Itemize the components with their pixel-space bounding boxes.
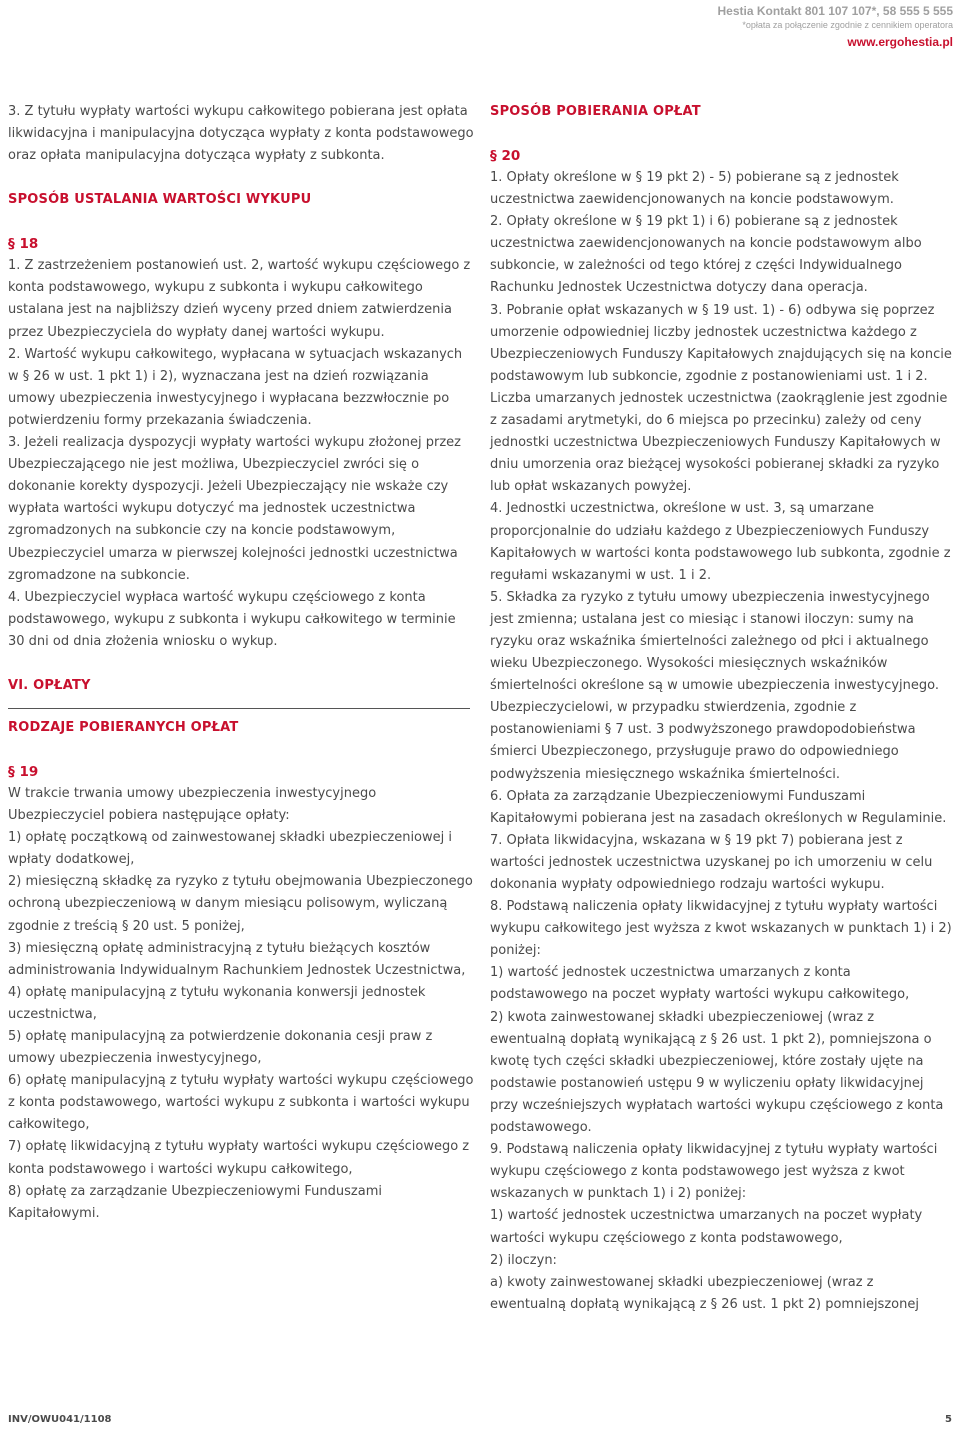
section-number: § 20 (490, 148, 521, 164)
section-number: § 19 (8, 763, 39, 780)
section-heading: SPOSÓB POBIERANIA OPŁAT (490, 104, 701, 119)
contact-note: *opłata za połączenie zgodnie z cennikiem operatora (742, 20, 953, 30)
list-item: 1) opłatę początkową od zainwestowanej składki ubezpieczeniowej i wpłaty dodatkowej, (8, 830, 452, 868)
paragraph: 2. Wartość wykupu całkowitego, wypłacana w sytuacjach wskazanych w § 26 w ust. 1 pkt 1) i 2), wyznaczana jest na dzień rozwiązania umowy ubezpieczenia inwestycyjnego i wypłacana bezzwłocznie po potwierdzeniu formy przekazania świadczenia. (8, 346, 463, 428)
section-heading: SPOSÓB USTALANIA WARTOŚCI WYKUPU (8, 192, 312, 208)
paragraph: 4. Ubezpieczyciel wypłaca wartość wykupu częściowego z konta podstawowego, wykupu z subkonta i wykupu całkowitego w terminie 30 dni od dnia złożenia wniosku o wykup. (8, 589, 456, 649)
document-code: INV/OWU041/1108 (8, 1414, 112, 1425)
list-item: 2) kwota zainwestowanej składki ubezpieczeniowej (wraz z ewentualną dopłatą wynikającą z § 26 ust. 1 pkt 2), pomniejszona o kwotę tych części składki ubezpieczeniowej, które zostały ujęte na podstawie postanowień ustępu 9 w wyliczeniu opłaty likwidacyjnej przy wcześniejszych wypłatach wartości wykupu częściowego z konta podstawowego. (490, 1009, 944, 1136)
list-item: 5) opłatę manipulacyjną za potwierdzenie dokonania cesji praw z umowy ubezpieczenia inwestycyjnego, (8, 1029, 433, 1067)
paragraph: 6. Opłata za zarządzanie Ubezpieczeniowymi Funduszami Kapitałowymi pobierana jest na zasadach określonych w Regulaminie. (490, 788, 947, 826)
section-number: § 18 (8, 236, 39, 253)
section-heading: RODZAJE POBIERANYCH OPŁAT (8, 719, 239, 735)
chapter-heading: VI. OPŁATY (8, 677, 91, 693)
list-item: 6) opłatę manipulacyjną z tytułu wypłaty wartości wykupu częściowego z konta podstawowego, wartości wykupu z subkonta i wartości wykupu całkowitego, (8, 1073, 474, 1133)
paragraph: 5. Składka za ryzyko z tytułu umowy ubezpieczenia inwestycyjnego jest zmienna; ustalana jest co miesiąc i stanowi iloczyn: sumy na ryzyku oraz wskaźnika śmiertelności zależnego od płci i aktualnego wieku Ubezpieczonego. Wysokości miesięcznych wskaźników śmiertelności określone są w umowie ubezpieczenia inwestycyjnego. Ubezpieczycielowi, w przypadku stwierdzenia, zgodnie z postanowieniami § 7 ust. 3 podwyższonego prawdopodobieństwa śmierci Ubezpieczonego, przysługuje prawo do odpowiedniego podwyższenia miesięcznego wskaźnika śmiertelności. (490, 589, 940, 782)
page-header (718, 3, 954, 51)
left-column (8, 101, 476, 1225)
paragraph: 3. Z tytułu wypłaty wartości wykupu całkowitego pobierana jest opłata likwidacyjna i manipulacyjna dotycząca wypłaty z konta podstawowego oraz opłata manipulacyjna dotycząca wypłaty z subkonta. (8, 104, 474, 164)
paragraph: 9. Podstawą naliczenia opłaty likwidacyjnej z tytułu wypłaty wartości wykupu częściowego z konta podstawowego jest wyższa z kwot wskazanych w punktach 1) i 2) poniżej: (490, 1142, 938, 1202)
paragraph: 4. Jednostki uczestnictwa, określone w ust. 3, są umarzane proporcjonalnie do udziału każdego z Ubezpieczeniowych Funduszy Kapitałowych w wartości konta podstawowego lub subkonta, zgodnie z regułami wskazanymi w ust. 1 i 2. (490, 501, 951, 583)
list-item: 3) miesięczną opłatę administracyjną z tytułu bieżących kosztów administrowania Indywidualnym Rachunkiem Jednostek Uczestnictwa, (8, 940, 466, 978)
list-item: 2) miesięczną składkę za ryzyko z tytułu obejmowania Ubezpieczonego ochroną ubezpieczeniową w danym miesiącu polisowym, wyliczaną zgodnie z treścią § 20 ust. 5 poniżej, (8, 874, 473, 934)
paragraph: 7. Opłata likwidacyjna, wskazana w § 19 pkt 7) pobierana jest z wartości jednostek uczestnictwa uzyskanej po ich umorzeniu w celu dokonania wypłaty odpowiedniego rodzaju wartości wykupu. (490, 832, 933, 892)
contact-phone: Hestia Kontakt 801 107 107*, 58 555 5 555 (717, 4, 953, 18)
list-item: 8) opłatę za zarządzanie Ubezpieczeniowymi Funduszami Kapitałowymi. (8, 1183, 382, 1221)
paragraph: 3. Jeżeli realizacja dyspozycji wypłaty wartości wykupu złożonej przez Ubezpieczającego nie jest możliwa, Ubezpieczyciel zwróci się o dokonanie korekty dyspozycji. Jeżeli Ubezpieczający nie wskaże czy wypłata wartości wykupu dotyczyć ma jednostek uczestnictwa zgromadzonych na subkoncie czy na koncie podstawowym, Ubezpieczyciel umarza w pierwszej kolejności jednostki uczestnictwa zgromadzone na subkoncie. (8, 435, 461, 583)
paragraph: W trakcie trwania umowy ubezpieczenia inwestycyjnego Ubezpieczyciel pobiera następujące opłaty: (8, 785, 377, 824)
list-item: 1) wartość jednostek uczestnictwa umarzanych na poczet wypłaty wartości wykupu częściowego z konta podstawowego, (490, 1208, 923, 1246)
right-column (490, 101, 952, 1316)
list-item: 2) iloczyn: (490, 1252, 557, 1268)
page-number: 5 (945, 1414, 952, 1425)
paragraph: 3. Pobranie opłat wskazanych w § 19 ust. 1) - 6) odbywa się poprzez umorzenie odpowiedniej liczby jednostek uczestnictwa każdego z Ubezpieczeniowych Funduszy Kapitałowych znajdujących się na koncie podstawowym lub subkoncie, zgodnie z postanowieniami ust. 1 i 2. Liczba umarzanych jednostek uczestnictwa (zaokrąglenie jest zgodnie z zasadami arytmetyki, do 6 miejsca po przecinku) zależy od ceny jednostki uczestnictwa Ubezpieczeniowych Funduszy Kapitałowych w dniu umorzenia oraz bieżącej wysokości pobieranej składki za ryzyko lub opłat wskazanych powyżej. (490, 302, 952, 495)
list-item: a) kwoty zainwestowanej składki ubezpieczeniowej (wraz z ewentualną dopłatą wynikającą z § 26 ust. 1 pkt 2) pomniejszonej (490, 1274, 919, 1312)
paragraph: 8. Podstawą naliczenia opłaty likwidacyjnej z tytułu wypłaty wartości wykupu całkowitego jest wyższa z kwot wskazanych w punktach 1) i 2) poniżej: (490, 899, 952, 959)
list-item: 7) opłatę likwidacyjną z tytułu wypłaty wartości wykupu częściowego z konta podstawowego i wartości wykupu całkowitego, (8, 1139, 470, 1177)
paragraph: 1. Opłaty określone w § 19 pkt 2) - 5) pobierane są z jednostek uczestnictwa zaewidencjonowanych na koncie podstawowym. (490, 170, 899, 208)
paragraph: 1. Z zastrzeżeniem postanowień ust. 2, wartość wykupu częściowego z konta podstawowego, wykupu z subkonta i wykupu całkowitego ustalana jest na najbliższy dzień wyceny przed dniem zatwierdzenia przez Ubezpieczyciela do wypłaty danej wartości wykupu. (8, 258, 471, 340)
paragraph: 2. Opłaty określone w § 19 pkt 1) i 6) pobierane są z jednostek uczestnictwa zaewidencjonowanych na koncie podstawowym albo subkoncie, w zależności od tego której z części Indywidualnego Rachunku Jednostek Uczestnictwa dotyczy dana operacja. (490, 214, 922, 296)
list-item: 1) wartość jednostek uczestnictwa umarzanych z konta podstawowego na poczet wypłaty wartości wykupu całkowitego, (490, 965, 910, 1003)
website-link[interactable]: www.ergohestia.pl (847, 35, 953, 49)
divider (8, 708, 470, 709)
list-item: 4) opłatę manipulacyjną z tytułu wykonania konwersji jednostek uczestnictwa, (8, 984, 426, 1022)
